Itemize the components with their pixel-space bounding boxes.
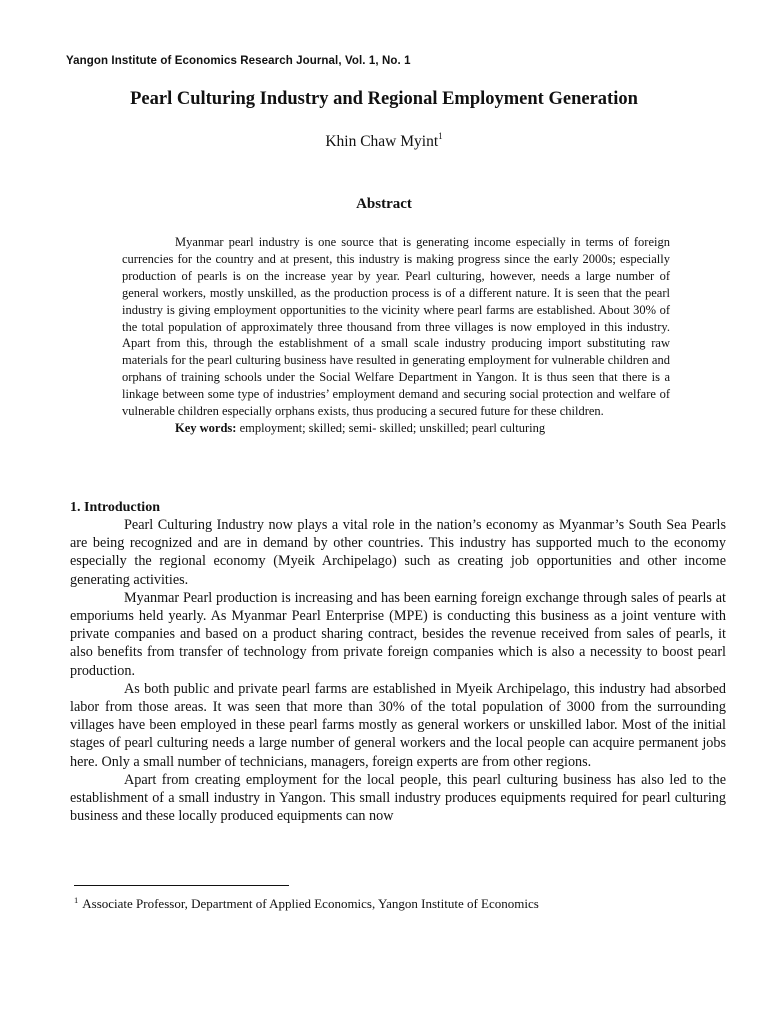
author-name: Khin Chaw Myint	[325, 133, 439, 150]
intro-paragraph-2: Myanmar Pearl production is increasing and has been earning foreign exchange through sales of pearls at emporiums held yearly. As Myanmar Pearl Enterprise (MPE) is conducting this business as a joint venture with private companies and based on a product sharing contract, besides the revenue received from sales of pearls, it also benefits from transfer of technology from private foreign companies which is also a necessity to boost pearl production.	[70, 589, 726, 679]
keywords-line	[122, 420, 670, 437]
abstract-text: Myanmar pearl industry is one source that is generating income especially in terms of foreign currencies for the country and at present, this industry is making progress since the early 2000s; especially production of pearls is on the increase year by year. Pearl culturing, however, needs a large number of general workers, mostly unskilled, as the production process is of a different nature. It is seen that the pearl industry is giving employment opportunities to the vicinity where pearl farms are established. About 30% of the total population of approximately three thousand from three villages is now employed in this industry. Apart from this, through the establishment of a small scale industry producing import substituting raw materials for the pearl culturing business have resulted in generating employment for vulnerable children and orphans of training schools under the Social Welfare Department in Yangon. It is thus seen that there is a linkage between some type of industries’ employment demand and securing social protection and welfare of vulnerable children especially orphans exists, thus producing a secured future for these children.	[122, 235, 670, 419]
intro-paragraph-4: Apart from creating employment for the local people, this pearl culturing business has also led to the establishment of a small industry in Yangon. This small industry produces equipments required for pearl culturing business and these locally produced equipments can now	[70, 771, 726, 825]
abstract-heading: Abstract	[356, 196, 412, 212]
footnote-mark: 1	[74, 895, 79, 905]
footnote	[74, 896, 539, 912]
author-line	[0, 133, 768, 151]
intro-paragraph-1: Pearl Culturing Industry now plays a vital role in the nation’s economy as Myanmar’s South Sea Pearls are being recognized and are in demand by other countries. This industry has supported much to the economy especially the regional economy (Myeik Archipelago) such as creating job opportunities and other income generating activities.	[70, 517, 726, 588]
paper-title: Pearl Culturing Industry and Regional Employment Generation	[130, 89, 638, 109]
footnote-text: Associate Professor, Department of Applied Economics, Yangon Institute of Economics	[82, 896, 539, 911]
keywords-list: employment; skilled; semi- skilled; unskilled; pearl culturing	[239, 420, 546, 435]
author-footnote-mark: 1	[438, 131, 443, 141]
keywords-label: Key words:	[175, 420, 237, 435]
introduction-body	[70, 516, 726, 825]
introduction-heading: 1. Introduction	[70, 500, 160, 515]
footnote-divider	[74, 885, 289, 886]
intro-paragraph-3: As both public and private pearl farms are established in Myeik Archipelago, this industry had absorbed labor from those areas. It was seen that more than 30% of the total population of 3000 from the surrounding villages have been employed in these pearl farms mostly as general workers or unskilled labor. Most of the initial stages of pearl culturing needs a large number of general workers and the local people can acquire permanent jobs here. Only a small number of technicians, managers, foreign experts are from other regions.	[70, 680, 726, 770]
journal-header: Yangon Institute of Economics Research Journal, Vol. 1, No. 1	[66, 55, 411, 67]
abstract-body	[122, 234, 670, 437]
